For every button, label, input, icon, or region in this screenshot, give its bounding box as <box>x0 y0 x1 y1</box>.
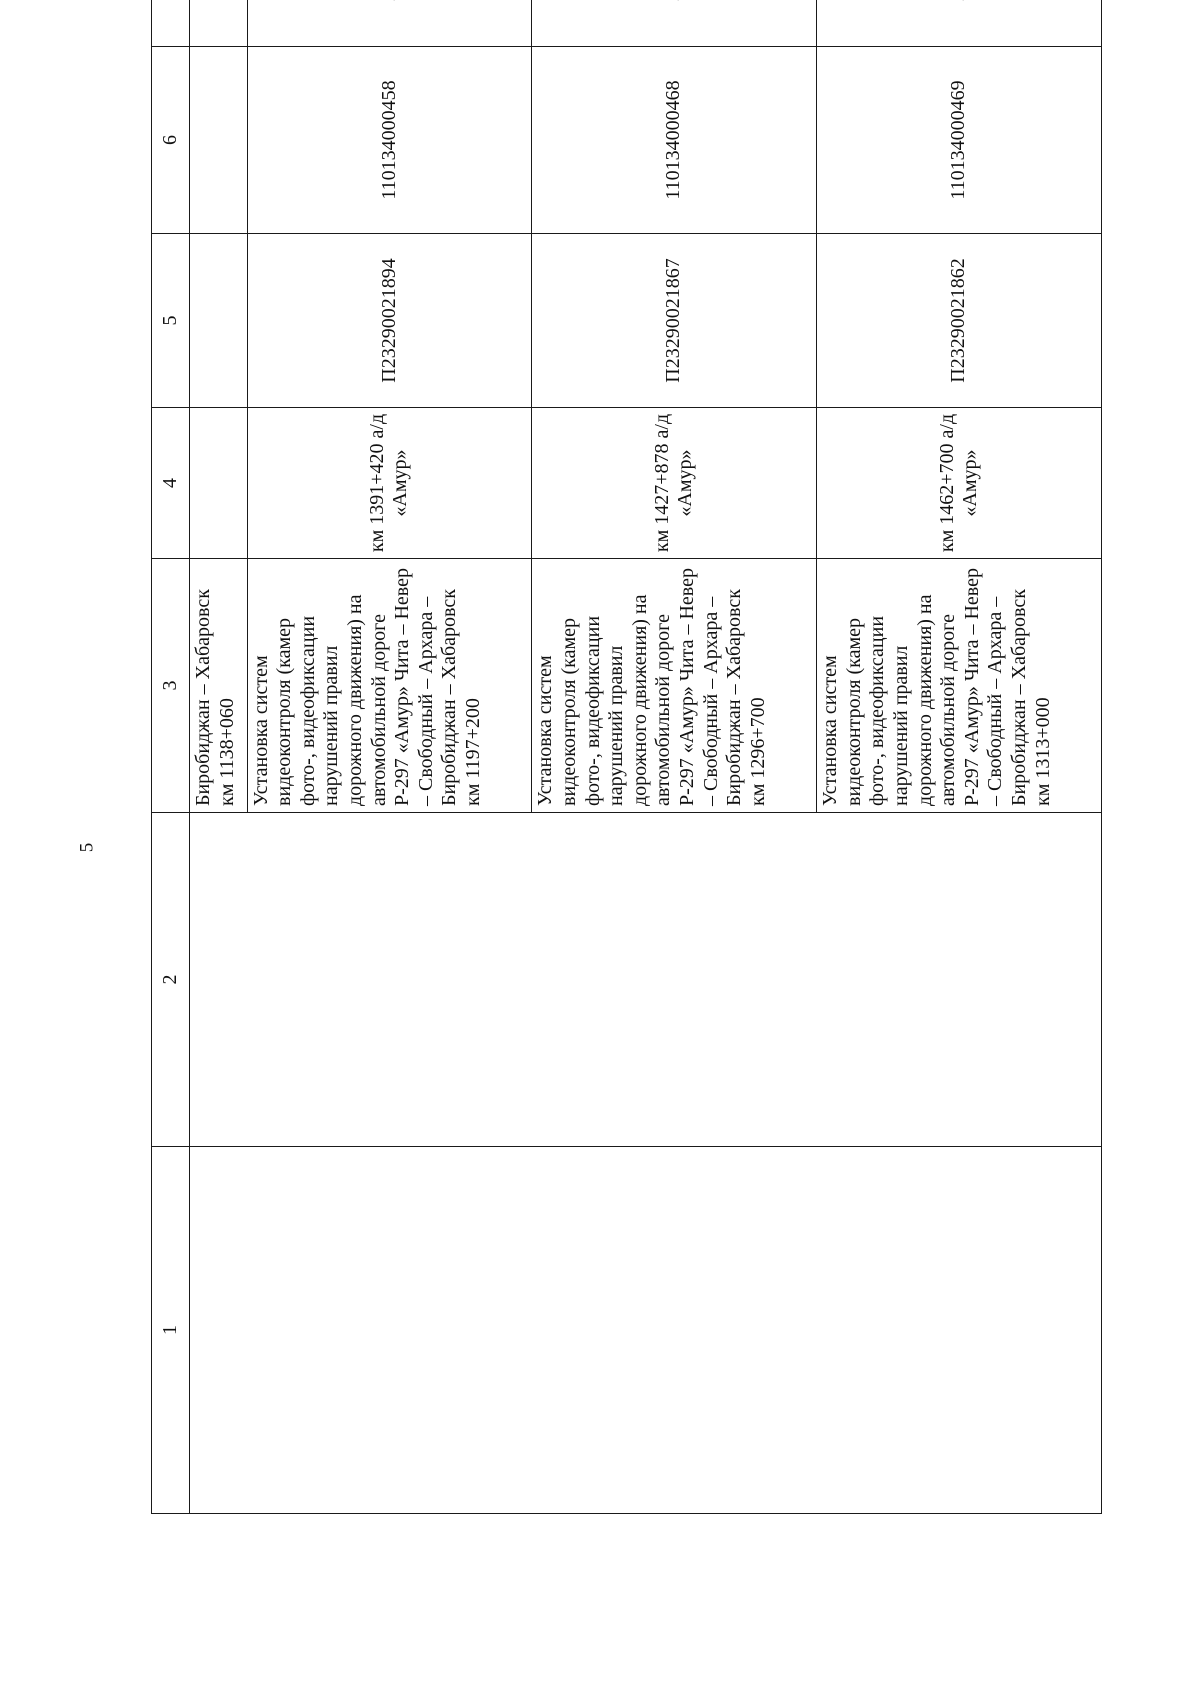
location-text: км 1462+700 а/д «Амур» <box>935 413 982 553</box>
continuation-description: Биробиджан – Хабаровск км 1138+060 <box>192 589 238 806</box>
header-cell-7 <box>152 0 190 47</box>
code-text: П23290021894 <box>377 258 400 383</box>
location-text: км 1427+878 а/д «Амур» <box>650 413 697 553</box>
location-text: км 1391+420 а/д «Амур» <box>365 413 412 553</box>
location-cell <box>817 408 1102 559</box>
continuation-empty-cell-5 <box>190 234 247 408</box>
code-cell <box>817 234 1102 408</box>
header-cell-1: 1 <box>152 1147 190 1514</box>
location-cell <box>247 408 532 559</box>
amount-cell <box>532 0 817 47</box>
column-1-cell <box>190 1147 1102 1514</box>
continuation-description-cell <box>190 559 247 813</box>
continuation-empty-cell-4 <box>190 408 247 559</box>
header-cell-6: 6 <box>152 47 190 234</box>
code-text: П23290021862 <box>947 258 970 383</box>
code-cell <box>532 234 817 408</box>
description-cell <box>532 559 817 813</box>
amount-text <box>378 0 402 46</box>
continuation-row <box>190 0 247 1514</box>
header-row <box>152 0 190 1514</box>
inventory-number-cell <box>532 47 817 234</box>
continuation-empty-cell-7 <box>190 0 247 47</box>
description-text: Установка систем видеоконтроля (камер фото-, видеофиксации нарушений правил дорожного движения) на автомобильной дороге Р-297 «Амур» Чита – Невер – Свободный – Архара – Биробиджан – Хабаровск км 1197+200 <box>249 568 484 806</box>
column-2-cell <box>190 813 1102 1147</box>
document-table <box>151 0 1102 1514</box>
inventory-number-cell <box>817 47 1102 234</box>
inventory-number-cell <box>247 47 532 234</box>
header-cell-2: 2 <box>152 813 190 1147</box>
code-cell <box>247 234 532 408</box>
inventory-number-text: 110134000468 <box>662 80 685 200</box>
inventory-number-text: 110134000458 <box>377 80 400 200</box>
page-number: 5 <box>76 842 98 853</box>
header-cell-3: 3 <box>152 559 190 813</box>
amount-text <box>662 0 686 46</box>
amount-text <box>947 0 971 46</box>
continuation-empty-cell-6 <box>190 47 247 234</box>
amount-cell <box>247 0 532 47</box>
description-cell <box>817 559 1102 813</box>
location-cell <box>532 408 817 559</box>
description-cell <box>247 559 532 813</box>
header-cell-5: 5 <box>152 234 190 408</box>
code-text: П23290021867 <box>662 258 685 383</box>
document-table-rotated <box>151 36 1102 1514</box>
amount-cell <box>817 0 1102 47</box>
description-text: Установка систем видеоконтроля (камер фото-, видеофиксации нарушений правил дорожного движения) на автомобильной дороге Р-297 «Амур» Чита – Невер – Свободный – Архара – Биробиджан – Хабаровск км 1296+700 <box>534 568 769 806</box>
inventory-number-text: 110134000469 <box>947 80 970 200</box>
header-cell-4: 4 <box>152 408 190 559</box>
description-text: Установка систем видеоконтроля (камер фото-, видеофиксации нарушений правил дорожного движения) на автомобильной дороге Р-297 «Амур» Чита – Невер – Свободный – Архара – Биробиджан – Хабаровск км 1313+000 <box>819 568 1054 806</box>
